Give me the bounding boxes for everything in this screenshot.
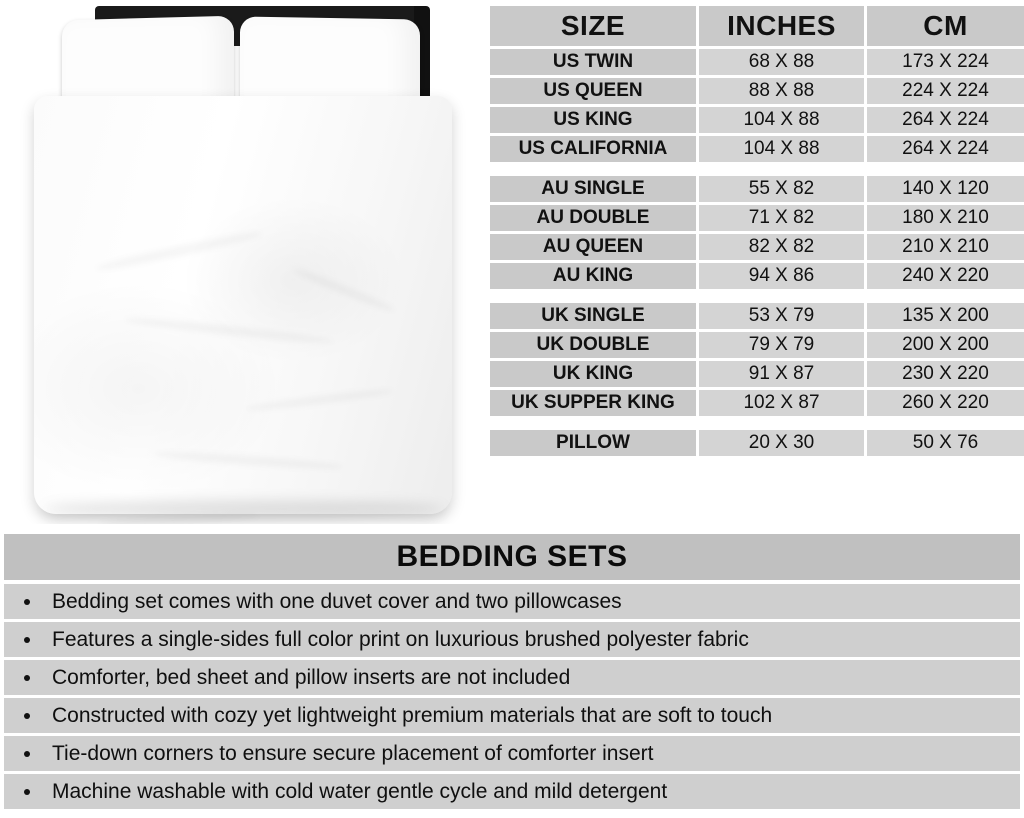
table-row xyxy=(490,430,1024,456)
table-row xyxy=(490,49,1024,75)
column-header-size: SIZE xyxy=(490,6,696,46)
row-inches-value: 68 X 88 xyxy=(699,49,864,75)
row-cm-value: 224 X 224 xyxy=(867,78,1024,104)
row-size-label: US CALIFORNIA xyxy=(490,136,696,162)
row-cm-value: 240 X 220 xyxy=(867,263,1024,289)
duvet-fold xyxy=(124,315,334,346)
row-size-label: UK SUPPER KING xyxy=(490,390,696,416)
row-inches-value: 104 X 88 xyxy=(699,136,864,162)
bullet-icon xyxy=(24,675,30,681)
list-item xyxy=(4,698,1020,733)
list-item xyxy=(4,584,1020,619)
bullet-icon xyxy=(24,637,30,643)
row-inches-value: 104 X 88 xyxy=(699,107,864,133)
row-cm-value: 264 X 224 xyxy=(867,107,1024,133)
feature-text: Tie-down corners to ensure secure placement of comforter insert xyxy=(52,742,654,765)
bedding-sets-panel xyxy=(0,530,1024,818)
table-row xyxy=(490,263,1024,289)
group-spacer xyxy=(490,292,1024,300)
product-image xyxy=(0,0,484,524)
row-cm-value: 180 X 210 xyxy=(867,205,1024,231)
duvet-fold xyxy=(95,228,263,273)
table-row xyxy=(490,361,1024,387)
table-row xyxy=(490,332,1024,358)
row-cm-value: 260 X 220 xyxy=(867,390,1024,416)
row-size-label: US KING xyxy=(490,107,696,133)
feature-text: Constructed with cozy yet lightweight premium materials that are soft to touch xyxy=(52,704,773,727)
row-inches-value: 102 X 87 xyxy=(699,390,864,416)
row-cm-value: 140 X 120 xyxy=(867,176,1024,202)
group-spacer xyxy=(490,419,1024,427)
row-inches-value: 94 X 86 xyxy=(699,263,864,289)
bullet-icon xyxy=(24,789,30,795)
row-size-label: AU DOUBLE xyxy=(490,205,696,231)
row-cm-value: 135 X 200 xyxy=(867,303,1024,329)
row-inches-value: 82 X 82 xyxy=(699,234,864,260)
row-cm-value: 50 X 76 xyxy=(867,430,1024,456)
table-row xyxy=(490,234,1024,260)
duvet-fold xyxy=(154,449,344,471)
row-inches-value: 79 X 79 xyxy=(699,332,864,358)
row-cm-value: 200 X 200 xyxy=(867,332,1024,358)
row-inches-value: 71 X 82 xyxy=(699,205,864,231)
list-item xyxy=(4,774,1020,809)
row-size-label: AU QUEEN xyxy=(490,234,696,260)
table-row xyxy=(490,303,1024,329)
table-row xyxy=(490,205,1024,231)
row-inches-value: 53 X 79 xyxy=(699,303,864,329)
row-size-label: UK KING xyxy=(490,361,696,387)
bullet-icon xyxy=(24,751,30,757)
list-item xyxy=(4,736,1020,771)
row-inches-value: 88 X 88 xyxy=(699,78,864,104)
feature-text: Bedding set comes with one duvet cover and two pillowcases xyxy=(52,590,622,613)
bullet-icon xyxy=(24,599,30,605)
row-size-label: UK SINGLE xyxy=(490,303,696,329)
table-row xyxy=(490,78,1024,104)
column-header-cm: CM xyxy=(867,6,1024,46)
row-size-label: PILLOW xyxy=(490,430,696,456)
bullet-icon xyxy=(24,713,30,719)
row-size-label: US QUEEN xyxy=(490,78,696,104)
row-size-label: UK DOUBLE xyxy=(490,332,696,358)
row-cm-value: 230 X 220 xyxy=(867,361,1024,387)
row-cm-value: 264 X 224 xyxy=(867,136,1024,162)
table-row xyxy=(490,176,1024,202)
bedding-sets-title: BEDDING SETS xyxy=(4,534,1020,580)
image-shadow xyxy=(44,500,444,518)
bedding-features-list xyxy=(0,584,1024,809)
duvet-fold xyxy=(292,266,397,315)
duvet-fold xyxy=(244,387,394,413)
size-table-container xyxy=(484,0,1024,524)
duvet-cover xyxy=(34,96,452,514)
group-spacer xyxy=(490,165,1024,173)
list-item xyxy=(4,660,1020,695)
row-size-label: AU SINGLE xyxy=(490,176,696,202)
table-row xyxy=(490,136,1024,162)
row-inches-value: 20 X 30 xyxy=(699,430,864,456)
table-row xyxy=(490,390,1024,416)
size-chart-table xyxy=(487,3,1024,459)
table-row xyxy=(490,107,1024,133)
feature-text: Comforter, bed sheet and pillow inserts are not included xyxy=(52,666,571,689)
row-inches-value: 91 X 87 xyxy=(699,361,864,387)
row-cm-value: 210 X 210 xyxy=(867,234,1024,260)
feature-text: Features a single-sides full color print on luxurious brushed polyester fabric xyxy=(52,628,749,651)
column-header-inches: INCHES xyxy=(699,6,864,46)
row-size-label: US TWIN xyxy=(490,49,696,75)
row-size-label: AU KING xyxy=(490,263,696,289)
list-item xyxy=(4,622,1020,657)
feature-text: Machine washable with cold water gentle cycle and mild detergent xyxy=(52,780,668,803)
table-header-row xyxy=(490,6,1024,46)
row-inches-value: 55 X 82 xyxy=(699,176,864,202)
row-cm-value: 173 X 224 xyxy=(867,49,1024,75)
